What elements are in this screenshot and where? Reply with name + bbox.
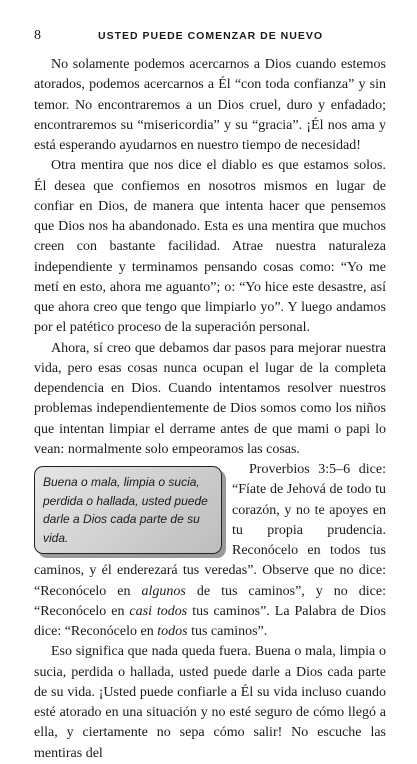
paragraph-4-part-d: tus caminos”.	[187, 624, 268, 639]
pull-quote-box	[34, 466, 222, 554]
emphasis-algunos: algunos	[141, 583, 186, 599]
page-header	[34, 28, 387, 44]
paragraph-4-part-b: de tus caminos”, y no dice: “Reconócelo en	[34, 583, 386, 619]
paragraph-1: No solamente podemos acercarnos a Dios cuando estemos atorados, podemos acercarnos a Él “con toda confianza” y sin temor. No encontraremos a un Dios cruel, duro y enfadado; encontraremos su “misericordia” y su “gracia”. ¡Él nos ama y está esperando ayudarnos en nuestro tiempo de necesidad!	[34, 57, 386, 153]
paragraph-4-part-c: tus caminos”. La Palabra de Dios dice: “Reconócelo en	[34, 603, 387, 639]
pull-quote-text: Buena o mala, limpia o sucia, perdida o hallada, usted puede darle a Dios cada parte de su vida.	[43, 475, 208, 545]
body-text	[34, 55, 386, 764]
running-head: USTED PUEDE COMENZAR DE NUEVO	[97, 30, 324, 42]
emphasis-casi-todos: casi todos	[129, 603, 188, 619]
emphasis-todos: todos	[157, 624, 188, 639]
paragraph-3: Ahora, sí creo que debamos dar pasos para mejorar nuestra vida, pero esas cosas nunca ocupan el lugar de la completa dependencia en Dios. Cuando intentamos resolver nuestros problemas independientemente de Dios somos como los niños que intentan limpiar el derrame antes de que mami o papi lo vean: normalmente solo empeoramos las cosas.	[34, 340, 386, 457]
page-number: 8	[34, 28, 41, 43]
paragraph-4-part-a: Proverbios 3:5–6 dice: “Fíate de Jehová de todo tu corazón, y no te apoyes en tu propia prudencia. Reconócelo en todos tus caminos, y él enderezará tus veredas”. Observe que no dice: “Reconócelo en	[34, 462, 386, 599]
paragraph-5: Eso significa que nada queda fuera. Buena o mala, limpia o sucia, perdida o hallada, usted puede darle a Dios cada parte de su vida. ¡Usted puede confiarle a Él su vida incluso cuando esté atorado en una situación y no esté seguro de cómo llegó a ella, y ciertamente no sepa cómo salir! No escuche las mentiras del	[34, 644, 386, 761]
paragraph-2: Otra mentira que nos dice el diablo es que estamos solos. Él desea que confiemos en nosotros mismos en lugar de confiar en Dios, de manera que intenta hacer que pensemos que Dios nos ha abandonado. Esta es una mentira que muchos creen con bastante facilidad. Atrae nuestra naturaleza independiente y terminamos pensando cosas como: “Yo me metí en esto, ahora me aguanto”; o: “Yo hice este desastre, así que ahora creo que tengo que limpiarlo yo”. Y luego andamos por el patético proceso de la superación personal.	[34, 158, 386, 336]
paragraph-4	[34, 460, 386, 642]
